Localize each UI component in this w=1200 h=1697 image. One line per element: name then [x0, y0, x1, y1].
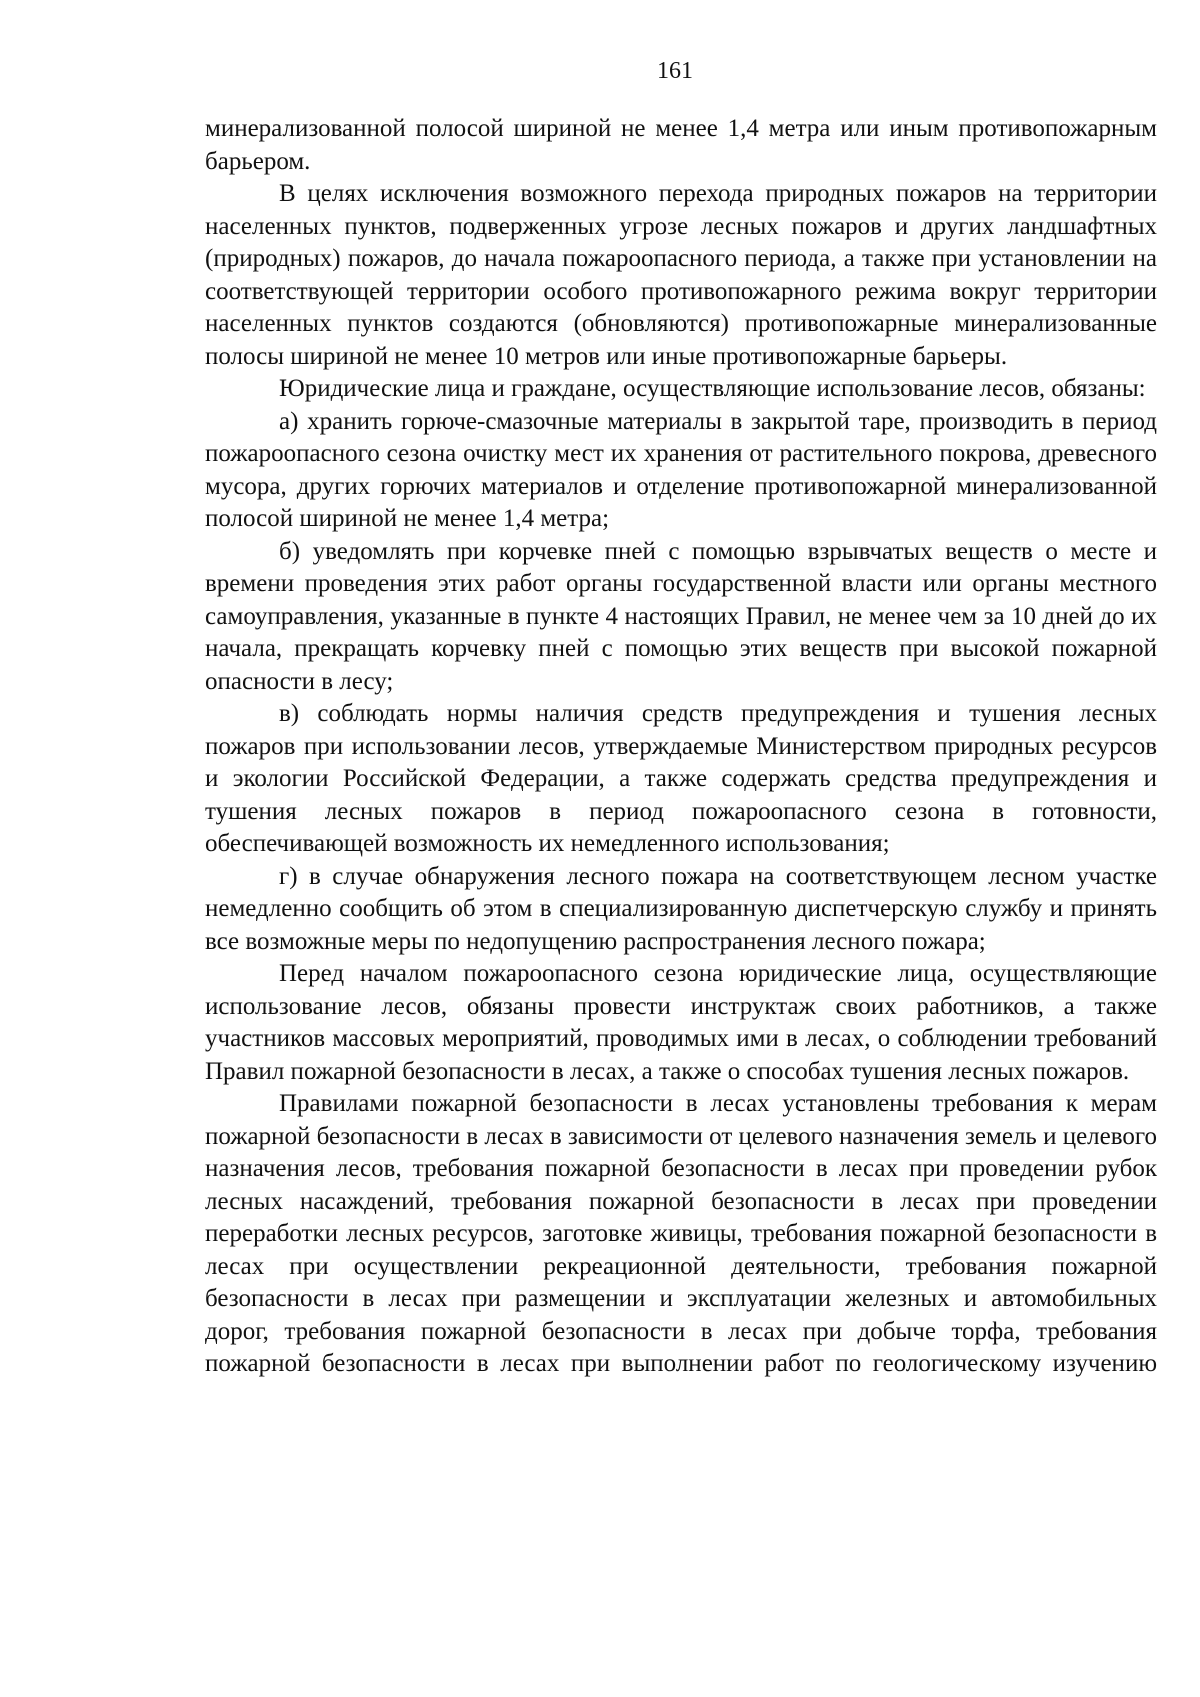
list-item-b: б) уведомлять при корчевке пней с помощью взрывчатых веществ о месте и времени проведения этих работ органы государственной власти или органы местного самоуправления, указанные в пункте 4 настоящих Правил, не менее чем за 10 дней до их начала, прекращать корчевку пней с помощью этих веществ при высокой пожарной опасности в лесу;: [205, 537, 1157, 695]
paragraph-requirements: Правилами пожарной безопасности в лесах установлены требования к мерам пожарной безопасности в лесах в зависимости от целевого назначения земель и целевого назначения лесов, требования пожарной безопасности в лесах при проведении рубок лесных насаждений, требования пожарной безопасности в лесах при проведении переработки лесных ресурсов, заготовке живицы, требования пожарной безопасности в лесах при осуществлении рекреационной деятельности, требования пожарной безопасности в лесах при размещении и эксплуатации железных и автомобильных дорог, требования пожарной безопасности в лесах при добыче торфа, требования пожарной безопасности в лесах при выполнении работ по геологическому изучению: [205, 1090, 1158, 1377]
page-number: 161: [657, 58, 693, 84]
document-body: [205, 113, 1157, 1381]
paragraph-obligations-intro: Юридические лица и граждане, осуществляющие использование лесов, обязаны:: [279, 375, 1146, 402]
paragraph-fire-breaks: В целях исключения возможного перехода природных пожаров на территории населенных пунктов, подверженных угрозе лесных пожаров и других ландшафтных (природных) пожаров, до начала пожароопасного периода, а также при установлении на соответствующей территории особого противопожарного режима вокруг территории населенных пунктов создаются (обновляются) противопожарные минерализованные полосы шириной не менее 10 метров или иные противопожарные барьеры.: [205, 180, 1157, 370]
paragraph-continuation: минерализованной полосой шириной не менее 1,4 метра или иным противопожарным барьером.: [205, 115, 1157, 175]
list-item-a: а) хранить горюче-смазочные материалы в закрытой таре, производить в период пожароопасного сезона очистку мест их хранения от растительного покрова, древесного мусора, других горючих материалов и отделение противопожарной минерализованной полосой шириной не менее 1,4 метра;: [205, 407, 1157, 532]
list-item-g: г) в случае обнаружения лесного пожара на соответствующем лесном участке немедленно сообщить об этом в специализированную диспетчерскую службу и принять все возможные меры по недопущению распространения лесного пожара;: [205, 862, 1157, 955]
paragraph-instruction: Перед началом пожароопасного сезона юридические лица, осуществляющие использование лесов, обязаны провести инструктаж своих работников, а также участников массовых мероприятий, проводимых ими в лесах, о соблюдении требований Правил пожарной безопасности в лесах, а также о способах тушения лесных пожаров.: [205, 960, 1157, 1085]
list-item-v: в) соблюдать нормы наличия средств предупреждения и тушения лесных пожаров при использовании лесов, утверждаемые Министерством природных ресурсов и экологии Российской Федерации, а также содержать средства предупреждения и тушения лесных пожаров в период пожароопасного сезона в готовности, обеспечивающей возможность их немедленного использования;: [205, 700, 1157, 857]
